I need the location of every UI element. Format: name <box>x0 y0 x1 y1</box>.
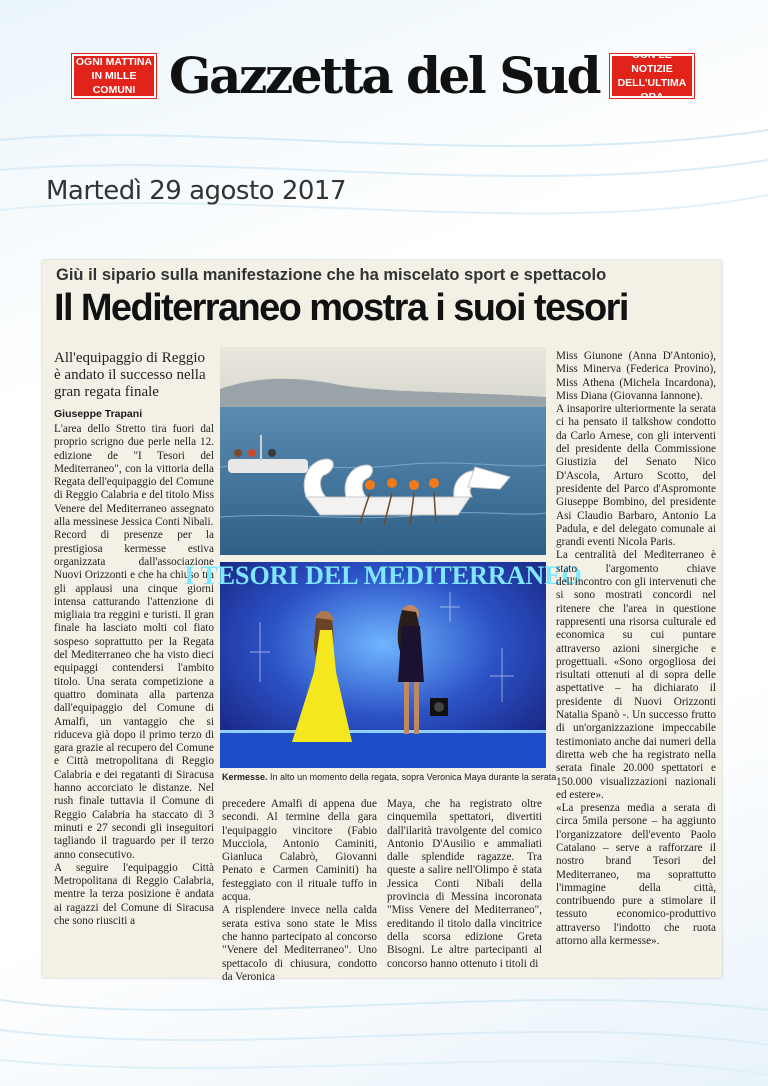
regatta-photo <box>220 347 546 555</box>
article-byline: Giuseppe Trapani <box>54 408 143 420</box>
regatta-photo-image <box>220 347 546 555</box>
promo-badge-right <box>610 49 694 103</box>
stage-sign-text: I TESORI DEL MEDITERRANEO <box>184 561 582 590</box>
article-column-2: precedere Amalfi di appena due secondi. Al termine della gara l'equipaggio vincitore (Fabio Mucciola, Antonio Caminiti, Gianluca Calabrò, Giovanni Penato e Carmen Caminiti) ha festeggiato con il rituale tuffo in acqua. A risplendere invece nella calda serata estiva sono state le Miss che hanno partecipato al concorso "Venere del Mediterraneo". Uno spettacolo di chiusura, condotto da Veronica <box>222 798 377 983</box>
stage-photo-image <box>184 561 582 768</box>
article-summary: All'equipaggio di Reggio è andato il successo nella gran regata finale <box>54 350 206 400</box>
promo-badge-left <box>72 54 156 98</box>
newspaper-logo: Gazzetta del Sud <box>168 46 600 105</box>
publication-date: Martedì 29 agosto 2017 <box>46 176 347 206</box>
caption-label: Kermesse. <box>222 772 268 782</box>
stage-photo <box>184 561 582 768</box>
article-headline: Il Mediterraneo mostra i suoi tesori <box>54 287 628 329</box>
masthead <box>0 40 768 120</box>
photo-caption <box>222 772 557 782</box>
caption-text: In alto un momento della regata, sopra Veronica Maya durante la serata <box>267 772 557 782</box>
article-kicker: Giù il sipario sulla manifestazione che ha miscelato sport e spettacolo <box>56 266 607 284</box>
article-column-4: Miss Giunone (Anna D'Antonio), Miss Minerva (Federica Provino), Miss Athena (Michela Incardona), Miss Diana (Giovanna Iannone). A insaporire ulteriormente la serata ci ha pensato il talkshow condotto da Carlo Arnese, con gli interventi del presidente della Commissione Giustizia del Senato Nico D'Ascola, Arturo Scotto, del presidente del Parco d'Aspromonte Giuseppe Bombino, del presidente Asi Claudio Barbaro, Antonio La Padula, e del delegato comunale ai grandi eventi Nicola Paris. La centralità del Mediterraneo è stato l'argomento chiave dell'incontro con gli intervenuti che si sono mostrati concordi nel ritenere che l'area in questione rappresenti una risorsa culturale ed economica su cui puntare attraverso azioni sinergiche e progettuali. «Sono orgogliosa dei risultati ottenuti al di sopra delle aspettative – ha dichiarato il presidente di Nuovi Orizzonti Natalia Spanò -. Un successo frutto di un'organizzazione impeccabile testimoniato anche dai numeri della diretta web che ha registrato nella serata finale 20.000 spettatori e 150.000 visualizzazioni nazionali ed estere». «La presenza media a serata di circa 5mila persone – ha aggiunto l'organizzatore dell'evento Paolo Catalano – serve a rafforzare il nostro brand Tesori del Mediterraneo, ma soprattutto l'immagine della città, contribuendo pure a stimolare il tessuto economico-produttivo attraverso l'indotto che ruota attorno alla kermesse». <box>556 350 716 948</box>
article-clipping <box>42 260 722 983</box>
article-column-3: Maya, che ha registrato oltre cinquemila spettatori, divertiti dall'ilarità travolgente del comico Antonio D'Ausilio e ammaliati dalle splendide ragazze. Tra queste a salire nell'Olimpo è stata Jessica Conti Nibali della provincia di Messina incoronata "Miss Venere del Mediterraneo", ereditando il titolo dalla vincitrice della scorsa edizione Greta Bisogni. Le altre partecipanti al concorso hanno ottenuto i titoli di <box>387 798 542 970</box>
promo-right-text: CON LE NOTIZIE DELL'ULTIMA ORA <box>617 49 687 103</box>
promo-left-text: OGNI MATTINA IN MILLE COMUNI <box>75 56 153 96</box>
article-column-1: L'area dello Stretto tira fuori dal proprio scrigno due perle nella 12. edizione de "I Tesori del Mediterraneo", con la vittoria della Regata dell'equipaggio del Comune di Reggio Calabria e del titolo Miss Venere del Mediterraneo assegnato alla messinese Jessica Conti Nibali. Record di presenze per la prestigiosa kermesse estiva organizzata dall'associazione Nuovi Orizzonti e che ha chiuso tra gli applausi una cinque giorni intensa catturando l'attenzione di migliaia tra reggini e turisti. Il gran finale ha lasciato molti col fiato sospeso soprattutto per la Regata del Mediterraneo che ha visto dieci equipaggi contendersi l'ambito titolo. Una serata competizione a quattro dominata alla partenza dall'equipaggio del Comune di Amalfi, un vantaggio che si riduceva già dopo il primo terzo di gara grazie al recupero del Comune e Città metropolitana di Reggio Calabria e dei regatanti di Siracusa hanno accorciato le distanze. Nel rush finale tuttavia il Comune di Reggio Calabria ha staccato di 3 minuti e 27 secondi gli inseguitori tagliando il traguardo per il terzo anno consecutivo. A seguire l'equipaggio Città Metropolitana di Reggio Calabria, mentre la terza posizione è andata ai ragazzi del Comune di Siracusa che sono riusciti a <box>54 423 214 927</box>
